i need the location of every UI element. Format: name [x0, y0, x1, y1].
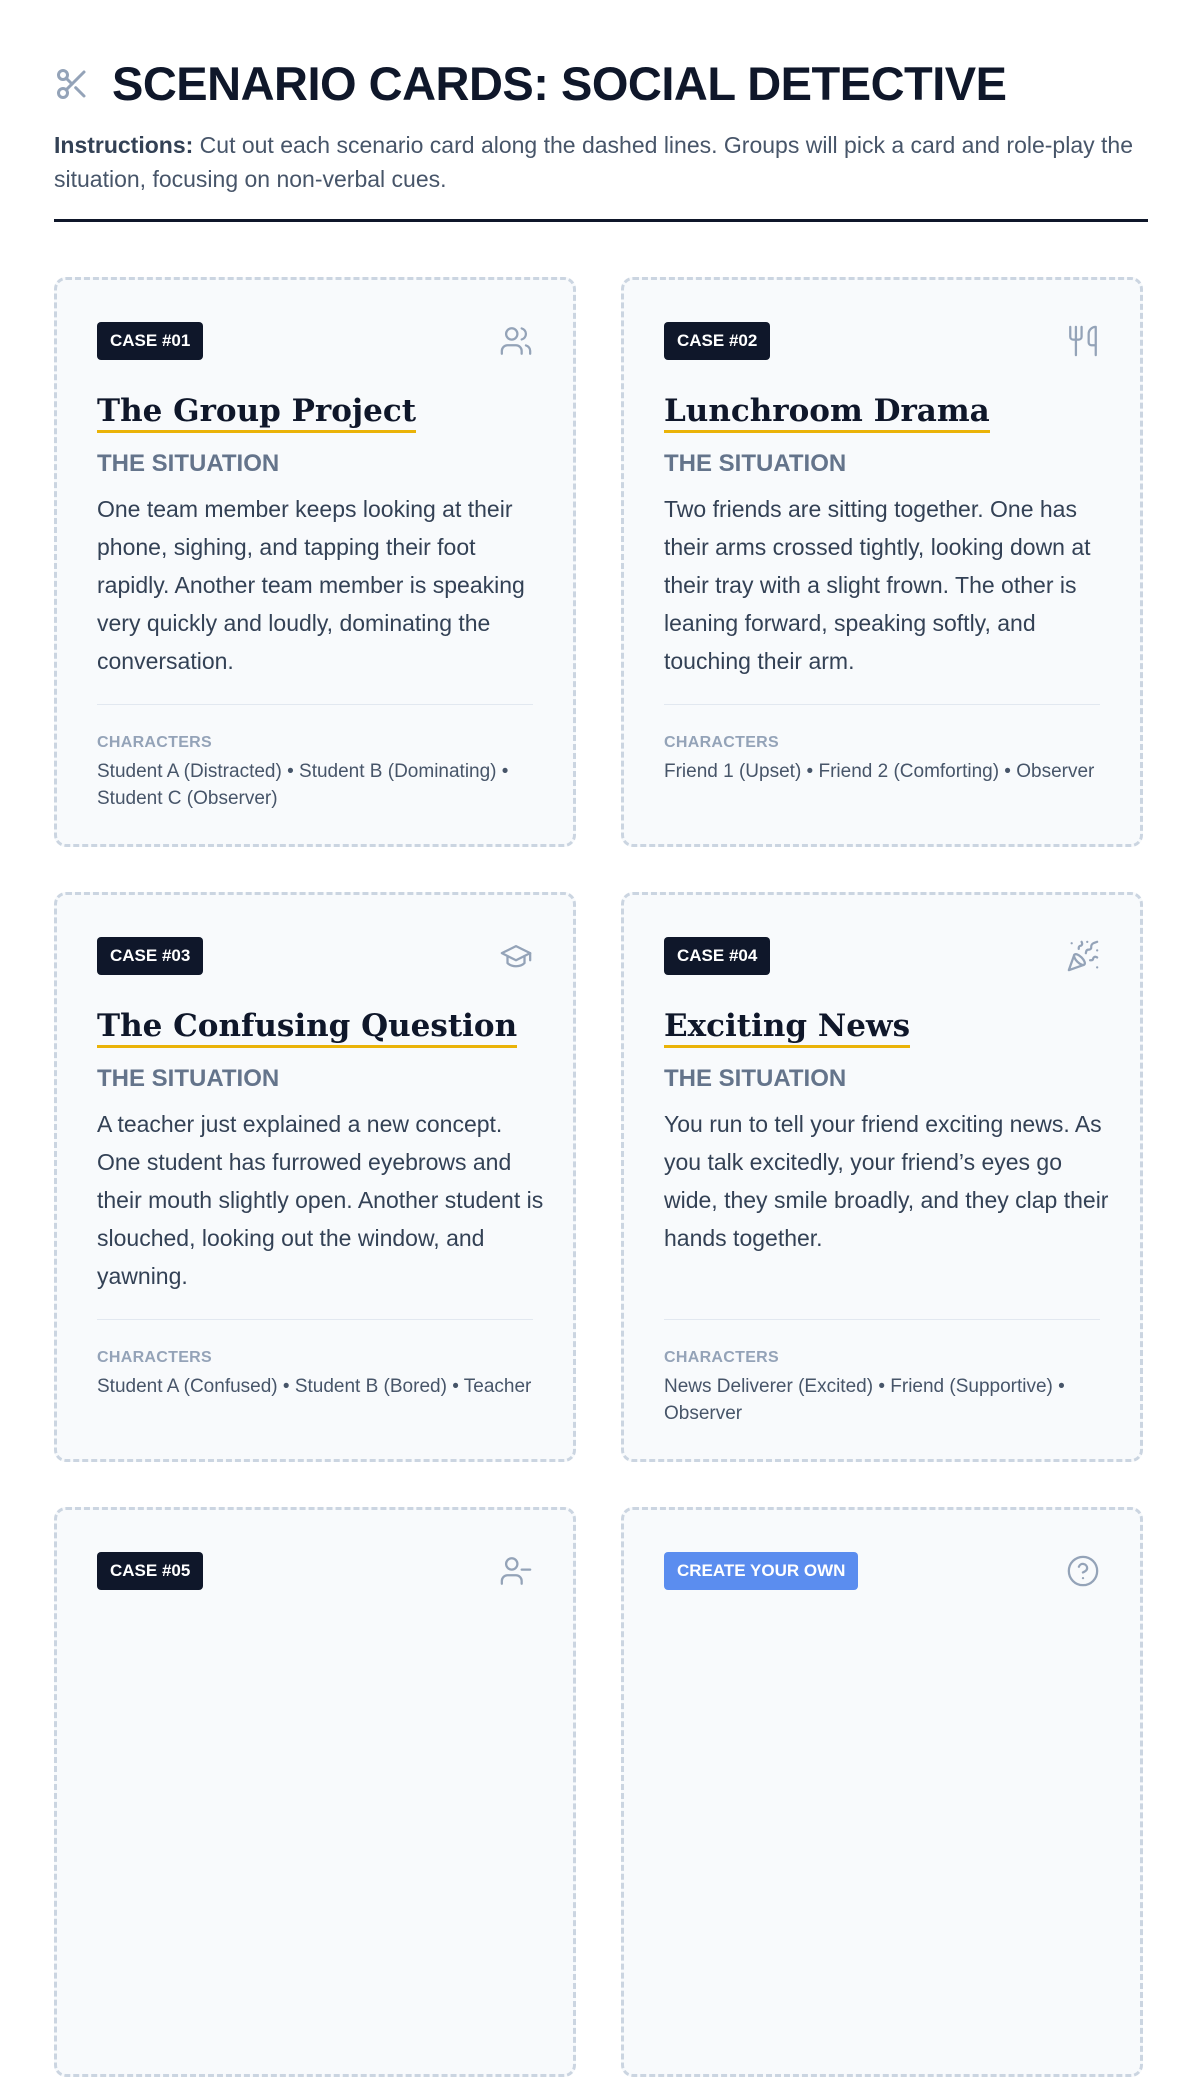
card-divider: [664, 1319, 1100, 1320]
instructions-label: Instructions:: [54, 132, 194, 158]
instructions: [54, 128, 1148, 196]
situation-label: THE SITUATION: [664, 1065, 847, 1092]
situation-text: Two friends are sitting together. One has their arms crossed tightly, looking down at their tray with a slight frown. The other is leaning forward, speaking softly, and touching their arm.: [664, 496, 1091, 674]
situation-text: You run to tell your friend exciting news. As you talk excitedly, your friend’s eyes go wide, they smile broadly, and they clap their hands together.: [664, 1111, 1109, 1251]
case-badge: CASE #03: [97, 937, 203, 975]
characters-text: News Deliverer (Excited) • Friend (Supportive) • Observer: [664, 1376, 1065, 1424]
characters-label: CHARACTERS: [97, 1349, 212, 1366]
users-icon: [499, 324, 533, 358]
header-divider: [54, 219, 1148, 222]
scissors-icon: [54, 66, 90, 102]
case-badge: CASE #01: [97, 322, 203, 360]
page-title: SCENARIO CARDS: SOCIAL DETECTIVE: [112, 57, 1007, 110]
card-title: The Group Project: [97, 392, 416, 433]
card-divider: [97, 704, 533, 705]
characters-text: Student A (Distracted) • Student B (Dominating) • Student C (Observer): [97, 761, 509, 809]
create-your-own-card: [621, 1507, 1143, 2077]
card-divider: [664, 704, 1100, 705]
characters-label: CHARACTERS: [97, 734, 212, 751]
situation-label: THE SITUATION: [664, 450, 847, 477]
utensils-icon: [1066, 324, 1100, 358]
case-badge: CASE #02: [664, 322, 770, 360]
situation-text: One team member keeps looking at their phone, sighing, and tapping their foot rapidly. Another team member is speaking very quickly and loudly, dominating the conversation.: [97, 496, 525, 674]
question-circle-icon: [1066, 1554, 1100, 1588]
case-badge: CASE #04: [664, 937, 770, 975]
card-title: Exciting News: [664, 1007, 910, 1048]
create-your-own-badge: CREATE YOUR OWN: [664, 1552, 858, 1590]
party-popper-icon: [1066, 939, 1100, 973]
card-divider: [97, 1319, 533, 1320]
title-row: [54, 56, 1148, 112]
user-minus-icon: [499, 1554, 533, 1588]
situation-label: THE SITUATION: [97, 450, 280, 477]
scenario-card-1: [54, 277, 576, 847]
characters-label: CHARACTERS: [664, 1349, 779, 1366]
instructions-text: Cut out each scenario card along the dashed lines. Groups will pick a card and role-play the situation, focusing on non-verbal cues.: [54, 132, 1133, 192]
scenario-card-4: [621, 892, 1143, 1462]
scenario-card-5: [54, 1507, 576, 2077]
characters-label: CHARACTERS: [664, 734, 779, 751]
worksheet-header: [54, 56, 1148, 196]
situation-label: THE SITUATION: [97, 1065, 280, 1092]
scenario-card-2: [621, 277, 1143, 847]
card-title: Lunchroom Drama: [664, 392, 990, 433]
scenario-card-3: [54, 892, 576, 1462]
case-badge: CASE #05: [97, 1552, 203, 1590]
situation-text: A teacher just explained a new concept. One student has furrowed eyebrows and their mouth slightly open. Another student is slouched, looking out the window, and yawning.: [97, 1111, 544, 1289]
characters-text: Student A (Confused) • Student B (Bored) • Teacher: [97, 1376, 532, 1397]
graduation-cap-icon: [499, 939, 533, 973]
card-title: The Confusing Question: [97, 1007, 517, 1048]
characters-text: Friend 1 (Upset) • Friend 2 (Comforting) • Observer: [664, 761, 1095, 782]
